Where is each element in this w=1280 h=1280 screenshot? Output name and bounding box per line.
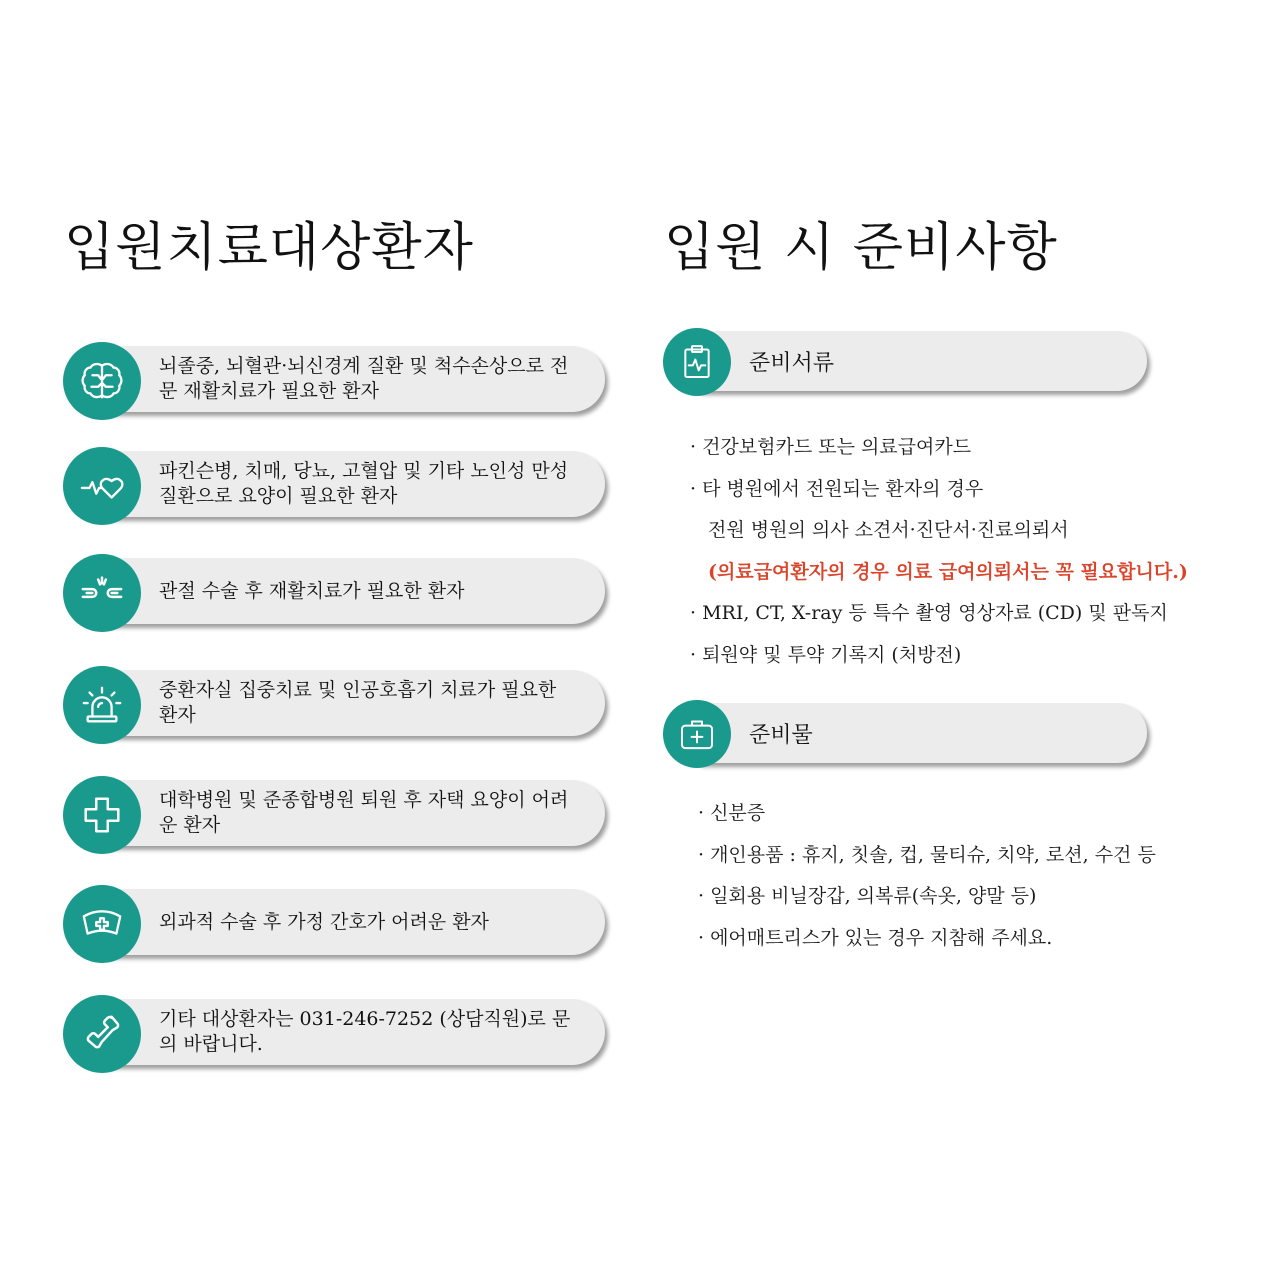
brain-icon	[79, 358, 125, 404]
icon-circle	[663, 700, 731, 768]
preparation-title: 입원 시 준비사항	[664, 218, 1058, 278]
list-item: · 타 병원에서 전원되는 환자의 경우	[690, 477, 984, 500]
icon-circle	[63, 447, 141, 525]
medical-aid-note: (의료급여환자의 경우 의료 급여의뢰서는 꼭 필요합니다.)	[708, 560, 1188, 583]
patient-item-text: 대학병원 및 준종합병원 퇴원 후 자택 요양이 어려운 환자	[159, 789, 569, 836]
list-item: · 건강보험카드 또는 의료급여카드	[690, 436, 972, 458]
icon-circle	[63, 554, 141, 632]
list-item: 전원 병원의 의사 소견서·진단서·진료의뢰서	[708, 519, 1069, 541]
supplies-header	[663, 700, 1150, 768]
alarm-light-icon	[79, 682, 125, 728]
medical-cross-icon	[79, 792, 125, 838]
icon-circle	[663, 328, 731, 396]
patient-item	[63, 342, 607, 420]
documents-header	[663, 328, 1150, 396]
icon-circle	[63, 666, 141, 744]
documents-list	[690, 427, 1188, 676]
icon-circle	[63, 995, 141, 1073]
patient-item-text: 뇌졸중, 뇌혈관·뇌신경계 질환 및 척수손상으로 전문 재활치료가 필요한 환자	[159, 355, 569, 402]
patient-item	[63, 554, 607, 632]
list-item: · 일회용 비닐장갑, 의복류(속옷, 양말 등)	[698, 885, 1037, 907]
list-item: · MRI, CT, X-ray 등 특수 촬영 영상자료 (CD) 및 판독지	[690, 602, 1168, 624]
documents-label: 준비서류	[749, 350, 835, 376]
patient-item-text: 중환자실 집중치료 및 인공호흡기 치료가 필요한 환자	[159, 679, 557, 726]
icon-circle	[63, 776, 141, 854]
list-item: · 에어매트리스가 있는 경우 지참해 주세요.	[698, 926, 1053, 949]
supplies-label: 준비물	[749, 722, 813, 748]
heartbeat-icon	[79, 463, 125, 509]
patient-item	[63, 776, 607, 854]
patient-item	[63, 885, 607, 963]
supplies-list	[698, 793, 1156, 959]
list-item: · 퇴원약 및 투약 기록지 (처방전)	[690, 643, 962, 666]
list-item: · 신분증	[698, 802, 766, 824]
patients-title: 입원치료대상환자	[64, 218, 474, 278]
clipboard-icon	[677, 342, 717, 382]
patient-item	[63, 447, 607, 525]
patient-item-text: 외과적 수술 후 가정 간호가 어려운 환자	[159, 910, 489, 933]
first-aid-kit-icon	[677, 714, 717, 754]
phone-icon	[79, 1011, 125, 1057]
icon-circle	[63, 342, 141, 420]
icon-circle	[63, 885, 141, 963]
list-item: · 개인용품 : 휴지, 칫솔, 컵, 물티슈, 치약, 로션, 수건 등	[698, 843, 1156, 866]
joint-icon	[79, 570, 125, 616]
patient-item-text: 파킨슨병, 치매, 당뇨, 고혈압 및 기타 노인성 만성 질환으로 요양이 필요한 환자	[159, 460, 569, 507]
nurse-cap-icon	[79, 901, 125, 947]
patient-item-text: 기타 대상환자는 031-246-7252 (상담직원)로 문의 바랍니다.	[159, 1008, 571, 1055]
patient-item	[63, 666, 607, 744]
patient-item	[63, 995, 607, 1073]
patient-item-text: 관절 수술 후 재활치료가 필요한 환자	[159, 579, 465, 602]
